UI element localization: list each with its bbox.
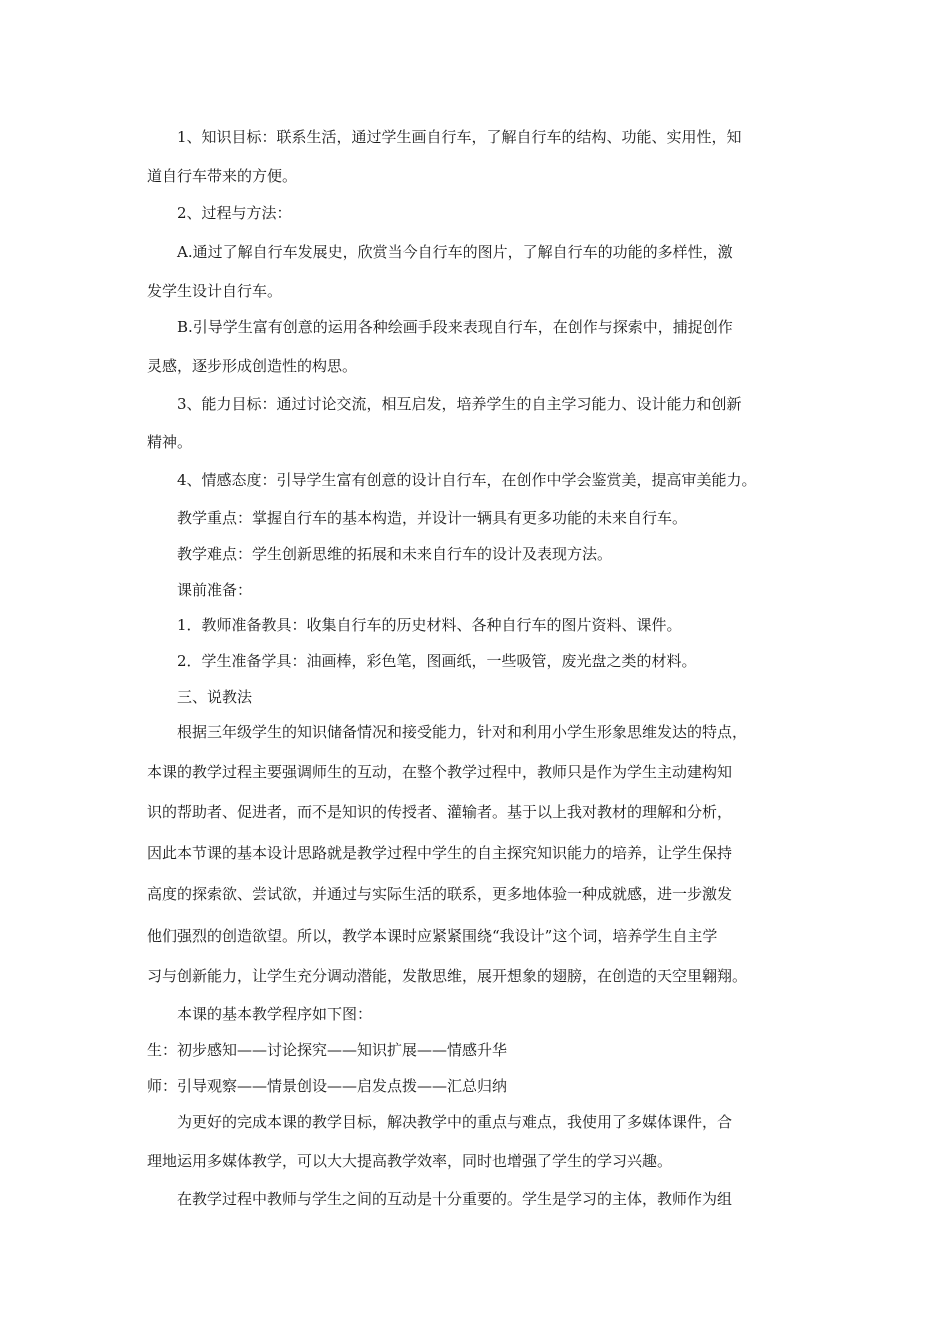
text-line: A.通过了解自行车发展史，欣赏当今自行车的图片，了解自行车的功能的多样性，激 bbox=[177, 243, 733, 261]
text-line: 2、过程与方法： bbox=[177, 204, 292, 222]
text-line: 发学生设计自行车。 bbox=[147, 282, 283, 300]
text-line: 根据三年级学生的知识储备情况和接受能力，针对和利用小学生形象思维发达的特点， bbox=[177, 723, 748, 741]
text-line: B.引导学生富有创意的运用各种绘画手段来表现自行车，在创作与探索中，捕捉创作 bbox=[177, 318, 733, 336]
text-line: 他们强烈的创造欲望。所以，教学本课时应紧紧围绕“我设计”这个词，培养学生自主学 bbox=[147, 927, 718, 945]
text-line: 2．学生准备学具：油画棒，彩色笔，图画纸，一些吸管，废光盘之类的材料。 bbox=[177, 652, 697, 670]
text-line: 因此本节课的基本设计思路就是教学过程中学生的自主探究知识能力的培养，让学生保持 bbox=[147, 844, 733, 862]
text-line: 1、知识目标：联系生活，通过学生画自行车，了解自行车的结构、功能、实用性，知 bbox=[177, 128, 742, 146]
text-line: 精神。 bbox=[147, 433, 193, 451]
text-line: 教学难点：学生创新思维的拓展和未来自行车的设计及表现方法。 bbox=[177, 545, 613, 563]
text-line: 道自行车带来的方便。 bbox=[147, 167, 298, 185]
text-line: 4、情感态度：引导学生富有创意的设计自行车，在创作中学会鉴赏美，提高审美能力。 bbox=[177, 471, 757, 489]
text-line: 习与创新能力，让学生充分调动潜能，发散思维，展开想象的翅膀，在创造的天空里翱翔。 bbox=[147, 967, 748, 985]
text-line: 在教学过程中教师与学生之间的互动是十分重要的。学生是学习的主体，教师作为组 bbox=[177, 1190, 733, 1208]
text-line: 识的帮助者、促进者，而不是知识的传授者、灌输者。基于以上我对教材的理解和分析， bbox=[147, 803, 733, 821]
text-line: 本课的基本教学程序如下图： bbox=[177, 1005, 373, 1023]
text-line: 3、能力目标：通过讨论交流，相互启发，培养学生的自主学习能力、设计能力和创新 bbox=[177, 395, 742, 413]
text-line: 生：初步感知——讨论探究——知识扩展——情感升华 bbox=[147, 1041, 508, 1059]
text-line: 课前准备： bbox=[177, 581, 253, 599]
text-line: 师：引导观察——情景创设——启发点拨——汇总归纳 bbox=[147, 1077, 508, 1095]
text-line: 三、说教法 bbox=[177, 688, 253, 706]
text-line: 高度的探索欲、尝试欲，并通过与实际生活的联系，更多地体验一种成就感，进一步激发 bbox=[147, 885, 733, 903]
text-line: 灵感，逐步形成创造性的构思。 bbox=[147, 357, 358, 375]
text-line: 为更好的完成本课的教学目标，解决教学中的重点与难点，我使用了多媒体课件，合 bbox=[177, 1113, 733, 1131]
text-line: 本课的教学过程主要强调师生的互动，在整个教学过程中，教师只是作为学生主动建构知 bbox=[147, 763, 733, 781]
text-line: 理地运用多媒体教学，可以大大提高教学效率，同时也增强了学生的学习兴趣。 bbox=[147, 1152, 673, 1170]
text-line: 1．教师准备教具：收集自行车的历史材料、各种自行车的图片资料、课件。 bbox=[177, 616, 682, 634]
text-line: 教学重点：掌握自行车的基本构造，并设计一辆具有更多功能的未来自行车。 bbox=[177, 509, 688, 527]
